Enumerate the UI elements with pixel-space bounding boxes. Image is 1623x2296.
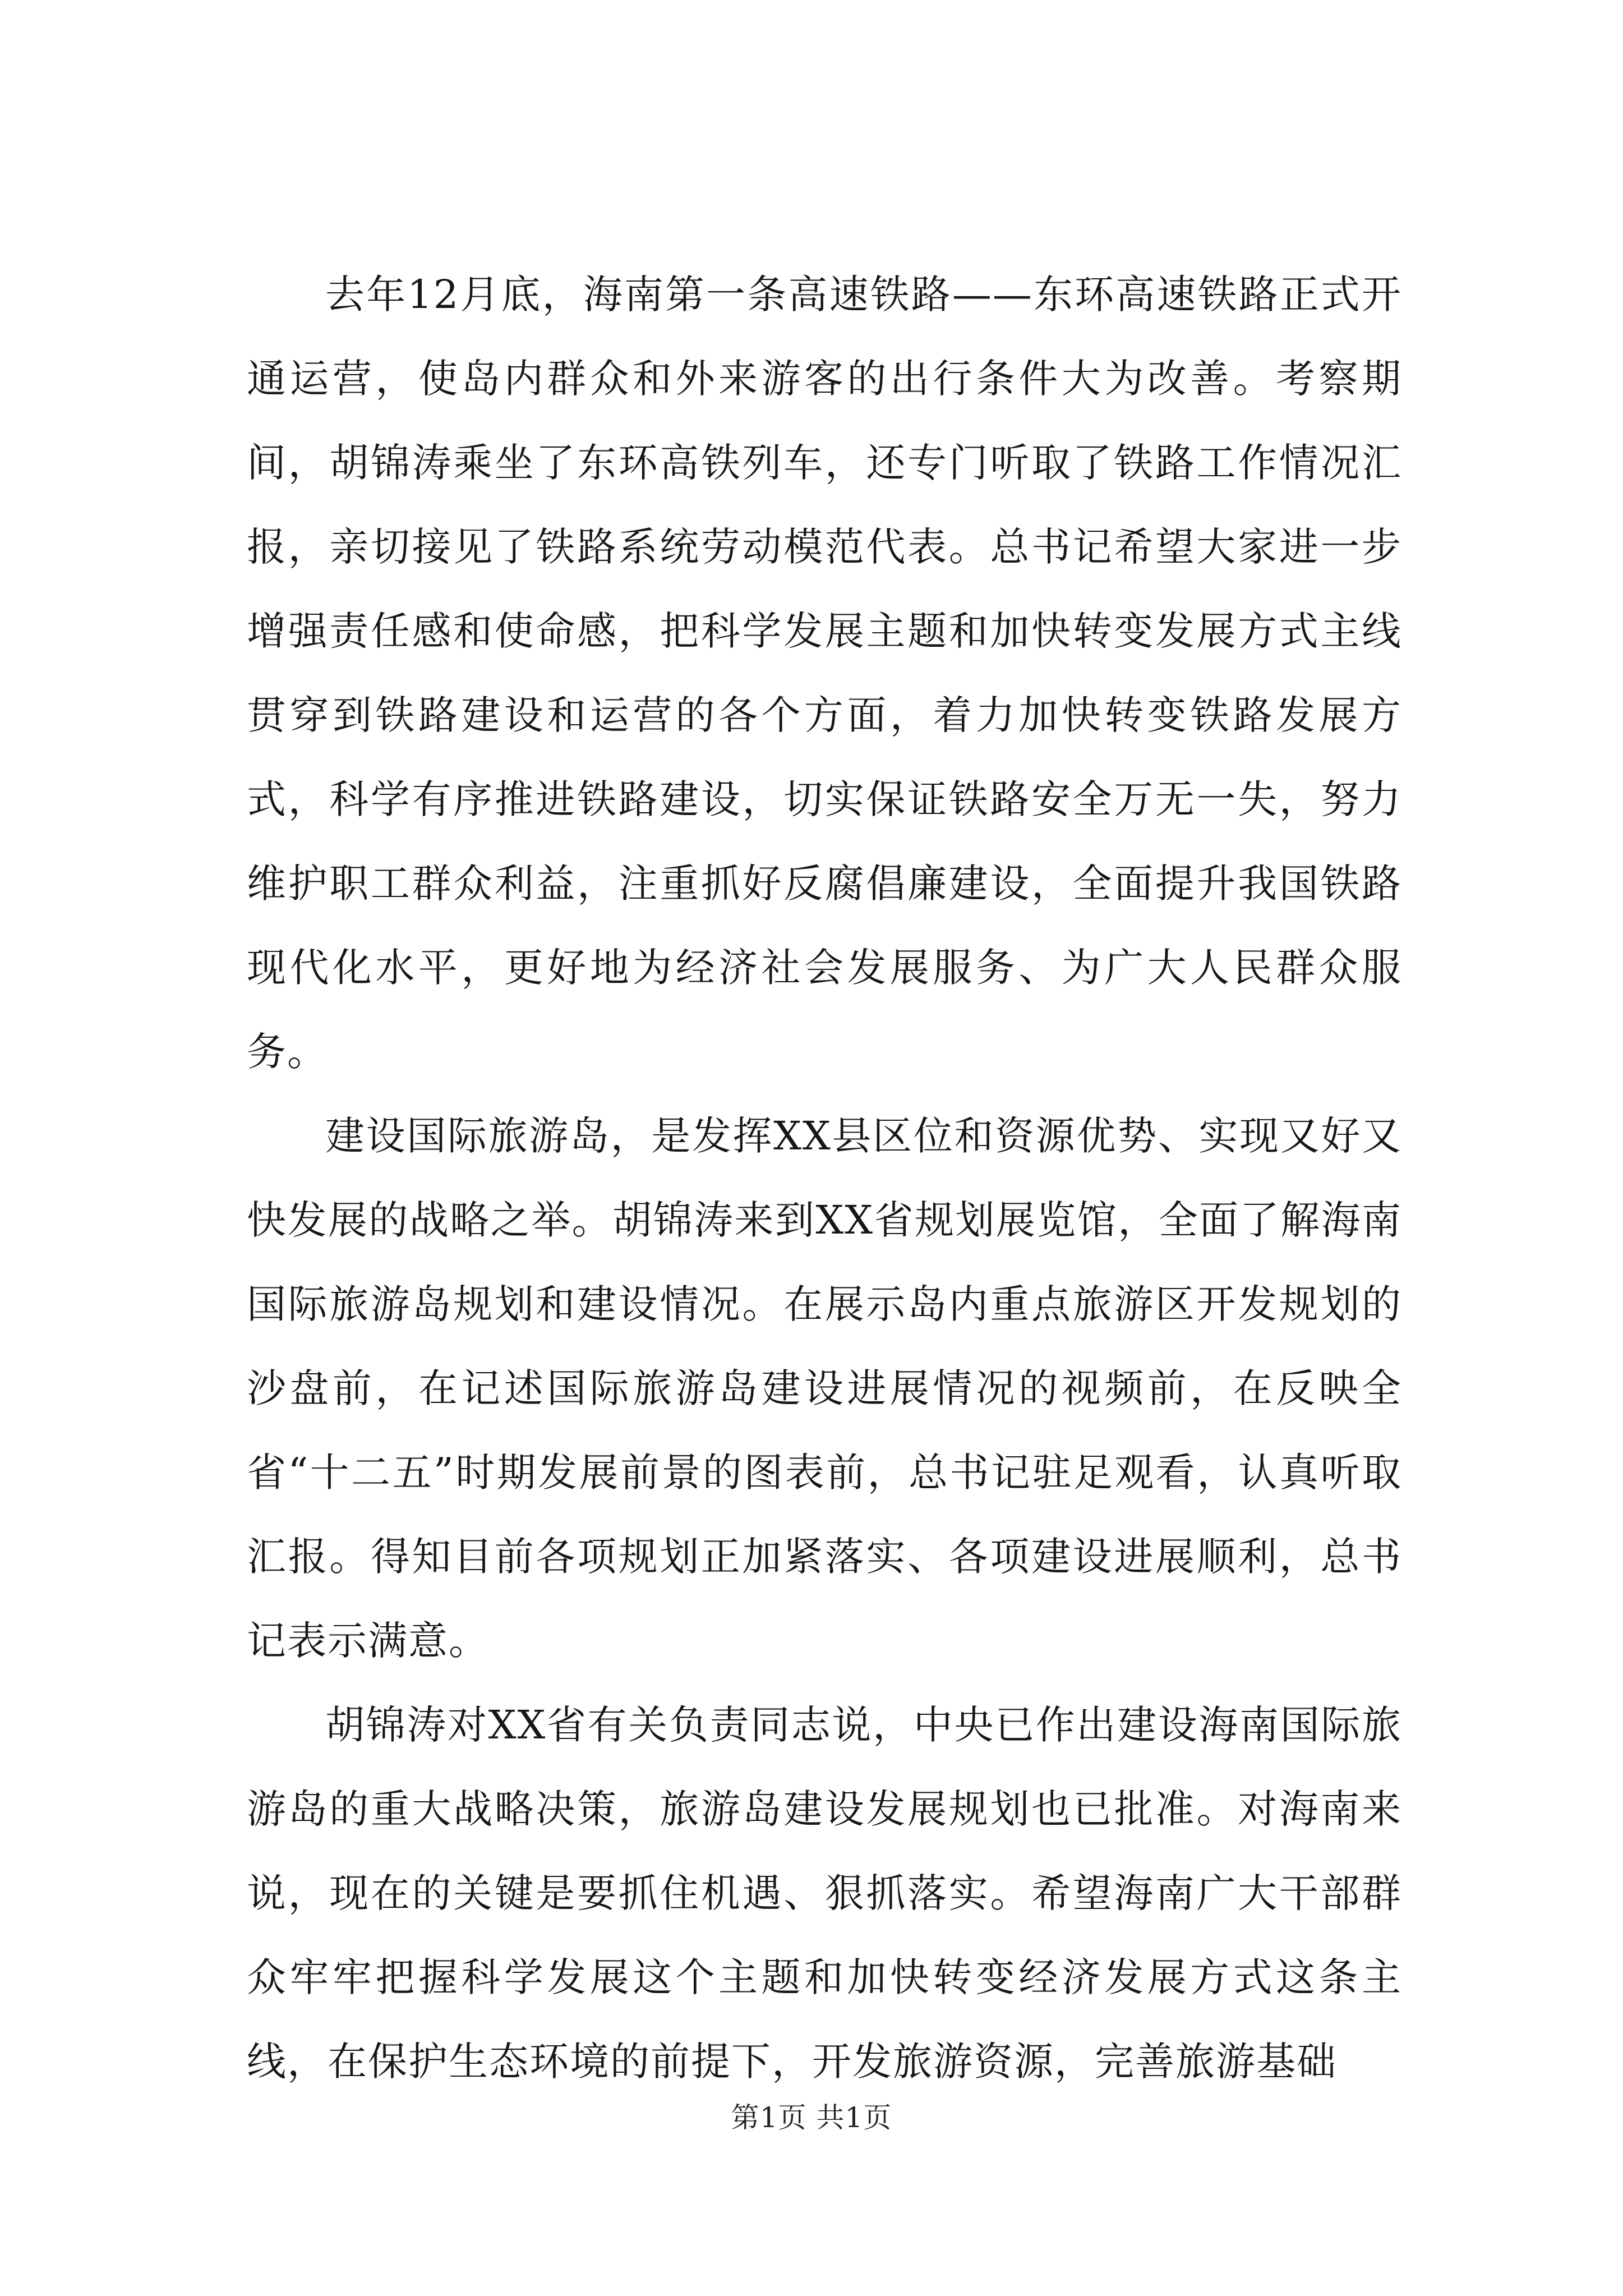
page-number-footer: 第1页 共1页 bbox=[731, 2101, 892, 2134]
paragraph-railway: 去年12月底，海南第一条高速铁路——东环高速铁路正式开通运营，使岛内群众和外来游客的出行条件大为改善。考察期间，胡锦涛乘坐了东环高铁列车，还专门听取了铁路工作情况汇报，亲切接见了铁路系统劳动模范代表。总书记希望大家进一步增强责任感和使命感，把科学发展主题和加快转变发展方式主线贯穿到铁路建设和运营的各个方面，着力加快转变铁路发展方式，科学有序推进铁路建设，切实保证铁路安全万无一失，努力维护职工群众利益，注重抓好反腐倡廉建设，全面提升我国铁路现代化水平，更好地为经济社会发展服务、为广大人民群众服务。 bbox=[247, 272, 1402, 1075]
document-body bbox=[247, 252, 1402, 2104]
paragraph-tourism-island: 建设国际旅游岛，是发挥XX县区位和资源优势、实现又好又快发展的战略之举。胡锦涛来到XX省规划展览馆，全面了解海南国际旅游岛规划和建设情况。在展示岛内重点旅游区开发规划的沙盘前，在记述国际旅游岛建设进展情况的视频前，在反映全省“十二五”时期发展前景的图表前，总书记驻足观看，认真听取汇报。得知目前各项规划正加紧落实、各项建设进展顺利，总书记表示满意。 bbox=[247, 1113, 1402, 1664]
paragraph-strategic-decision: 胡锦涛对XX省有关负责同志说，中央已作出建设海南国际旅游岛的重大战略决策，旅游岛建设发展规划也已批准。对海南来说，现在的关键是要抓住机遇、狠抓落实。希望海南广大干部群众牢牢把握科学发展这个主题和加快转变经济发展方式这条主线，在保护生态环境的前提下，开发旅游资源，完善旅游基础 bbox=[247, 1702, 1402, 2085]
